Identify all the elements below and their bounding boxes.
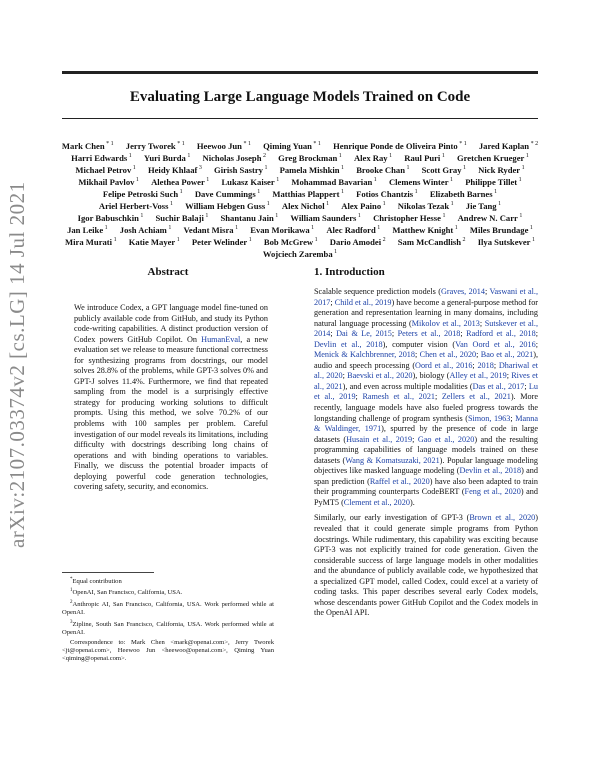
author-name-text: Raul Puri [404, 152, 441, 163]
author-name-text: Alex Nichol [281, 201, 325, 212]
author-name [330, 237, 386, 247]
citation-link[interactable]: Dai & Le, 2015 [336, 329, 392, 339]
author-affiliation-mark: 1 [461, 165, 467, 172]
author-name [465, 177, 521, 187]
author-affiliation-mark: 3 [197, 165, 202, 172]
author-name [263, 141, 321, 151]
author-affiliation-mark: 1 [274, 177, 280, 184]
author-affiliation-mark: 2 [381, 237, 386, 244]
author-name [478, 237, 535, 247]
author-name [478, 165, 524, 175]
author-name-text: Suchir Balaji [155, 213, 204, 224]
author-name-text: Jerry Tworek [125, 140, 176, 151]
author-name [404, 153, 445, 163]
author-name [458, 213, 523, 223]
citation-link[interactable]: Zellers et al., 2021 [441, 392, 511, 402]
author-name-text: William Hebgen Guss [185, 201, 266, 212]
paragraph-text: ; [484, 287, 490, 296]
author-name [62, 141, 114, 151]
author-name [356, 165, 409, 175]
footnote-mark: 3 [70, 619, 73, 625]
author-name [466, 201, 501, 211]
author-name-text: Clemens Winter [388, 177, 449, 188]
author-name-text: Ilya Sutskever [477, 237, 531, 248]
paragraph-text: ) and span prediction ( [314, 466, 538, 486]
citation-link[interactable]: Husain et al., 2019 [346, 434, 413, 444]
author-name-text: Brooke Chan [356, 164, 405, 175]
paragraph-text: ; [330, 297, 335, 307]
author-affiliation-mark: 1 [339, 189, 344, 196]
author-affiliation-mark: 1 [262, 165, 268, 172]
author-affiliation-mark: 1 [517, 177, 522, 184]
author-affiliation-mark: 1 [112, 237, 117, 244]
introduction-paragraph [314, 513, 538, 618]
paragraph-text: ) have become a general-purpose method for generation and representation learning in many domains, including natural language processing ( [314, 297, 539, 328]
author-name-text: Elizabeth Barnes [429, 189, 493, 200]
author-name [103, 189, 183, 199]
author-name-text: Dario Amodei [329, 237, 382, 248]
footnote-text: OpenAI, San Francisco, California, USA. [72, 589, 183, 597]
author-name [392, 225, 457, 235]
paragraph-text: ). Popular language modeling objectives like masked language modeling ( [314, 455, 538, 476]
paragraph-text: Scalable sequence prediction models ( [314, 287, 441, 296]
author-name-text: Heewoo Jun [196, 140, 242, 151]
citation-link[interactable]: Sutskever et al., 2014 [314, 318, 539, 339]
author-name [272, 189, 344, 199]
abstract-text-part: , a new evaluation set we release to measure functional correctness for synthesizing programs from docstrings, our model solves 28.8% of the problems, while GPT-3 solves 0% and GPT-J solves 11.4%. Furthermore, we find that repeated sampling from the model is a surprisingly effective strategy for producing working solutions to difficult prompts. Using this method, we solve 70.2% of our problems with 100 samples per problem. Careful investigation of our model reveals its limitations, including difficulty with docstrings describing long chains of operations and with binding operations to variables. Finally, we discuss the potential broader impacts of deploying powerful code generation technologies, covering safety, security, and economics. [74, 334, 268, 492]
author-name [430, 189, 497, 199]
paragraph-text: ; [435, 392, 442, 402]
author-affiliation-mark: 1 [528, 225, 533, 232]
author-name-text: Mohammad Bavarian [291, 177, 373, 188]
title-rule-bottom [62, 118, 538, 119]
paragraph-text: ), spurred by the presence of code in large datasets ( [314, 424, 538, 444]
author-affiliation-mark: 1 [492, 189, 498, 196]
author-name-text: Scott Gray [421, 164, 462, 175]
author-name [221, 177, 279, 187]
author-affiliation-mark: 1 [440, 153, 445, 160]
introduction-heading: 1. Introduction [314, 266, 385, 278]
author-name [290, 213, 360, 223]
author-name-text: Katie Mayer [128, 237, 176, 248]
author-name [398, 237, 466, 247]
paragraph-text: ) have also been adapted to train their programming counterparts CodeBERT ( [314, 476, 538, 497]
author-affiliation-mark: 1 [233, 225, 239, 232]
author-name [373, 213, 445, 223]
author-name [156, 213, 209, 223]
author-name-text: Ariel Herbert-Voss [98, 201, 169, 212]
author-name [78, 177, 139, 187]
citation-link[interactable]: Radford et al., 2018 [466, 329, 536, 339]
author-affiliation-mark: 1 [168, 201, 173, 208]
author-name [151, 177, 209, 187]
author-affiliation-mark: 1 [332, 249, 338, 256]
paragraph-text: ; [415, 350, 420, 360]
author-affiliation-mark: 1 [413, 189, 418, 196]
author-name [203, 153, 266, 163]
citation-link[interactable]: Wang & Komatsuzaki, 2021 [345, 455, 440, 465]
author-name-text: Mark Chen [61, 140, 105, 151]
author-affiliation-mark: 1 [103, 225, 108, 232]
author-name-text: Dave Cummings [194, 189, 256, 200]
paragraph-text: ; [479, 318, 485, 328]
title-rule-top [62, 71, 538, 74]
author-name [479, 141, 538, 151]
author-name-text: Harri Edwards [71, 152, 128, 163]
author-affiliation-mark: * 2 [529, 141, 539, 147]
author-name-text: William Saunders [290, 213, 357, 224]
citation-link[interactable]: Feng et al., 2020 [464, 487, 521, 497]
citation-link[interactable]: Peters et al., 2018 [397, 329, 461, 339]
author-name-text: Nick Ryder [478, 164, 521, 175]
author-name [280, 165, 344, 175]
paragraph-text: ). [409, 497, 415, 507]
author-affiliation-mark: * 1 [457, 141, 467, 147]
paragraph-text: ; [506, 371, 512, 381]
author-name-text: Alex Paino [341, 201, 382, 212]
author-name-text: Alec Radford [326, 225, 376, 236]
author-name [333, 141, 467, 151]
introduction-body [314, 287, 538, 624]
paper-title: Evaluating Large Language Models Trained on Code [129, 89, 471, 105]
author-name [129, 237, 180, 247]
author-name [470, 225, 533, 235]
author-affiliation-mark: 1 [517, 213, 523, 220]
footnote-text: Correspondence to: Mark Chen <mark@openai.com>, Jerry Tworek <jt@openai.com>, Heewoo Jun <heewoo@openai.com>, Qiming Yuan <qiming@openai.com>. [62, 638, 274, 663]
author-name [263, 249, 337, 259]
paragraph-text: ), computer vision ( [382, 339, 456, 349]
footnote-rule [62, 572, 154, 573]
abstract-text-part: We introduce Codex, a GPT language model fine-tuned on publicly available code from GitHub, and study its Python code-writing capabilities. A distinct production version of Codex powers GitHub Copilot. On [74, 303, 268, 344]
author-name [282, 201, 329, 211]
citation-link[interactable]: Devlin et al., 2018 [459, 466, 522, 476]
paragraph-text: ; [330, 329, 337, 339]
author-affiliation-mark: 1 [309, 225, 315, 232]
author-name-text: Miles Brundage [469, 225, 529, 236]
author-affiliation-mark: 1 [185, 153, 191, 160]
author-name-text: Christopher Hesse [373, 213, 441, 224]
author-name-text: Pamela Mishkin [279, 164, 340, 175]
author-name-text: Jie Tang [465, 201, 497, 212]
author-name [126, 141, 185, 151]
author-name [221, 213, 279, 223]
author-affiliation-mark: 1 [131, 165, 136, 172]
author-name-text: Josh Achiam [119, 225, 167, 236]
author-affiliation-mark: 1 [178, 189, 183, 196]
citation-link[interactable]: Manna & Waldinger, 1971 [314, 413, 538, 434]
citation-link[interactable]: Ramesh et al., 2021 [362, 392, 436, 402]
footnote [62, 639, 274, 664]
paragraph-text: ) and PyMT5 ( [314, 487, 538, 507]
abstract-body [74, 303, 268, 493]
citation-link[interactable]: Brown et al., 2020 [469, 513, 536, 523]
humaneval-link[interactable]: HumanEval [201, 334, 241, 344]
author-name [99, 201, 173, 211]
author-affiliation-mark: * 1 [241, 141, 251, 147]
author-affiliation-mark: 1 [496, 201, 502, 208]
citation-link[interactable]: Gao et al., 2020 [417, 434, 475, 444]
author-affiliation-mark: 1 [273, 213, 279, 220]
author-name-text: Mira Murati [65, 237, 113, 248]
footnote-text: Zipline, South San Francisco, California, USA. Work performed while at OpenAI. [62, 620, 274, 637]
author-affiliation-mark: 1 [381, 201, 386, 208]
paragraph-text: ; [510, 413, 516, 423]
citation-link[interactable]: Van Oord et al., 2016 [455, 339, 536, 349]
footnote-text: Equal contribution [72, 578, 122, 586]
author-name [214, 165, 267, 175]
author-affiliation-mark: 2 [261, 153, 266, 160]
citation-link[interactable]: Mikolov et al., 2013 [411, 318, 480, 328]
footnote [62, 619, 274, 638]
paragraph-text: ; [355, 392, 363, 402]
citation-link[interactable]: Das et al., 2017 [472, 381, 525, 391]
citation-link[interactable]: Simon, 1963 [467, 413, 511, 423]
author-affiliation-mark: 1 [530, 237, 535, 244]
author-affiliation-mark: 1 [339, 165, 345, 172]
paragraph-text: ; [412, 434, 418, 444]
citation-link[interactable]: Rives et al., 2021 [314, 371, 538, 391]
author-name-text: Felipe Petroski Such [102, 189, 179, 200]
citation-link[interactable]: Dhariwal et al., 2020 [314, 360, 538, 381]
footnote [62, 599, 274, 618]
author-affiliation-mark: 1 [166, 225, 172, 232]
paragraph-text: ; [493, 360, 499, 370]
author-name [195, 189, 260, 199]
author-affiliation-mark: 2 [461, 237, 466, 244]
author-affiliation-mark: * 1 [104, 141, 114, 147]
author-name-text: Michael Petrov [75, 164, 132, 175]
author-name-text: Girish Sastry [214, 164, 263, 175]
footnote-mark: 1 [70, 588, 73, 594]
author-name [341, 201, 385, 211]
citation-link[interactable]: Raffel et al., 2020 [369, 476, 430, 486]
author-name-text: Matthew Knight [392, 225, 454, 236]
author-name [78, 213, 144, 223]
author-name-text: Peter Welinder [191, 237, 248, 248]
paragraph-text: ). More recently, language models have also fueled progress towards the longstanding challenge of program synthesis ( [314, 392, 538, 423]
footnote-text: Anthropic AI, San Francisco, California, USA. Work performed while at OpenAI. [62, 601, 274, 617]
author-name [185, 201, 270, 211]
author-name [291, 177, 376, 187]
citation-link[interactable]: Baevski et al., 2020 [347, 371, 413, 381]
citation-link[interactable]: 2018 [477, 360, 494, 370]
author-name [148, 165, 202, 175]
paragraph-text: ; [535, 339, 538, 349]
paragraph-text: ; [535, 329, 539, 339]
author-affiliation-mark: 1 [247, 237, 252, 244]
author-affiliation-mark: 1 [337, 153, 342, 160]
author-name-text: Philippe Tillet [465, 177, 518, 188]
paragraph-text: ; [524, 381, 529, 391]
author-name-text: Igor Babuschkin [77, 213, 139, 224]
author-affiliation-mark: 1 [440, 213, 446, 220]
author-name-text: Evan Morikawa [250, 225, 310, 236]
author-name-text: Alex Ray [353, 152, 388, 163]
citation-link[interactable]: Devlin et al., 2018 [314, 339, 383, 349]
author-name [398, 201, 454, 211]
author-name-text: Gretchen Krueger [456, 152, 525, 163]
citation-link[interactable]: Child et al., 2019 [334, 297, 392, 307]
paragraph-text: Similarly, our early investigation of GPT-3 ( [314, 513, 470, 523]
author-affiliation-mark: 1 [255, 189, 261, 196]
author-name-text: Mikhail Pavlov [78, 177, 135, 188]
author-name-text: Yuri Burda [143, 152, 186, 163]
author-affiliation-mark: 1 [520, 165, 525, 172]
author-name-text: Heidy Khlaaf [147, 164, 198, 175]
author-name-text: Andrew N. Carr [457, 213, 518, 224]
arxiv-identifier-stamp: arXiv:2107.03374v2 [cs.LG] 14 Jul 2021 [5, 181, 29, 548]
author-affiliation-mark: 1 [127, 153, 132, 160]
introduction-paragraph [314, 287, 538, 508]
paragraph-text: ), and even across multiple modalities ( [342, 381, 473, 391]
author-affiliation-mark: 1 [356, 213, 361, 220]
author-affiliation-mark: 1 [375, 225, 381, 232]
footnote-mark: * [70, 577, 73, 582]
paragraph-text: ; [391, 329, 398, 339]
author-name-text: Fotios Chantzis [356, 189, 414, 200]
author-affiliation-mark: 1 [405, 165, 410, 172]
author-affiliation-mark: 1 [204, 177, 210, 184]
citation-link[interactable]: Menick & Kalchbrenner, 2018 [314, 350, 415, 360]
citation-link[interactable]: Vaswani et al., 2017 [314, 287, 539, 307]
author-name-text: Lukasz Kaiser [221, 177, 275, 188]
footnote-mark: 2 [70, 599, 73, 605]
citation-link[interactable]: Alley et al., 2019 [449, 371, 507, 381]
author-name [192, 237, 252, 247]
author-name [67, 225, 108, 235]
author-affiliation-mark: 1 [203, 213, 209, 220]
paragraph-text: ; [472, 360, 478, 370]
author-name [250, 225, 314, 235]
author-name [75, 165, 135, 175]
author-name-text: Shantanu Jain [220, 213, 274, 224]
author-affiliation-mark: 1 [265, 201, 270, 208]
author-name [422, 165, 466, 175]
citation-link[interactable]: Oord et al., 2016 [415, 360, 473, 370]
author-name-text: Henrique Ponde de Oliveira Pinto [333, 140, 458, 151]
footnote [62, 576, 274, 586]
author-affiliation-mark: 1 [453, 225, 458, 232]
author-affiliation-mark: 1 [448, 177, 454, 184]
author-name-text: Nicholas Joseph [202, 152, 262, 163]
author-name [264, 237, 318, 247]
author-name-text: Bob McGrew [263, 237, 314, 248]
citation-link[interactable]: Chen et al., 2020 [419, 350, 477, 360]
author-name [144, 153, 190, 163]
author-list [56, 139, 544, 260]
author-name [184, 225, 239, 235]
author-name-text: Sam McCandlish [397, 237, 462, 248]
author-affiliation-mark: 1 [324, 201, 330, 208]
author-affiliation-mark: * 1 [311, 141, 321, 147]
author-name-text: Vedant Misra [183, 225, 234, 236]
author-name [120, 225, 172, 235]
author-name [326, 225, 380, 235]
author-name [197, 141, 251, 151]
paragraph-text: ; [342, 371, 348, 381]
author-affiliation-mark: * 1 [175, 141, 185, 147]
author-affiliation-mark: 1 [524, 153, 529, 160]
paragraph-text: ; [476, 350, 481, 360]
author-name-text: Jan Leike [67, 225, 104, 236]
footnote [62, 587, 274, 597]
author-name [389, 177, 453, 187]
author-name-text: Alethea Power [151, 177, 205, 188]
abstract-heading: Abstract [147, 266, 189, 278]
author-affiliation-mark: 1 [387, 153, 393, 160]
author-name [356, 189, 418, 199]
author-affiliation-mark: 1 [449, 201, 454, 208]
author-name [354, 153, 392, 163]
paragraph-text: ), biology ( [412, 371, 450, 381]
paragraph-text: ) revealed that it could generate simple programs from Python docstrings. While rudimentary, this capability was exciting because GPT-3 was not explicitly trained for code generation. Given the considerable success of large language models in other modalities and the abundance of publicly available code, we hypothesized that a specialized GPT model, called Codex, could excel at a variety of coding tasks. This paper describes several early Codex models, whose descendants power GitHub Copilot and the Codex models in the OpenAI API. [314, 513, 538, 618]
author-affiliation-mark: 1 [134, 177, 139, 184]
author-affiliation-mark: 1 [313, 237, 318, 244]
paragraph-text: ) and the resulting programming capabilities of language models trained on these datasets ( [314, 434, 538, 465]
citation-link[interactable]: Bao et al., 2021 [480, 350, 534, 360]
paragraph-text: ; [460, 329, 467, 339]
author-name [278, 153, 342, 163]
author-affiliation-mark: 1 [175, 237, 180, 244]
author-name-text: Matthias Plappert [272, 189, 340, 200]
author-name-text: Greg Brockman [278, 152, 338, 163]
author-name [457, 153, 529, 163]
author-name-text: Jared Kaplan [478, 140, 530, 151]
footnotes [62, 576, 274, 664]
author-name-text: Qiming Yuan [263, 140, 312, 151]
paragraph-text: ), audio and speech processing ( [314, 350, 538, 370]
author-name-text: Wojciech Zaremba [262, 249, 333, 260]
citation-link[interactable]: Graves, 2014 [440, 287, 485, 296]
citation-link[interactable]: Clement et al., 2020 [343, 497, 410, 507]
author-name-text: Nikolas Tezak [397, 201, 450, 212]
author-affiliation-mark: 1 [372, 177, 377, 184]
citation-link[interactable]: Lu et al., 2019 [314, 381, 538, 402]
author-name [65, 237, 117, 247]
author-name [71, 153, 132, 163]
author-affiliation-mark: 1 [138, 213, 144, 220]
